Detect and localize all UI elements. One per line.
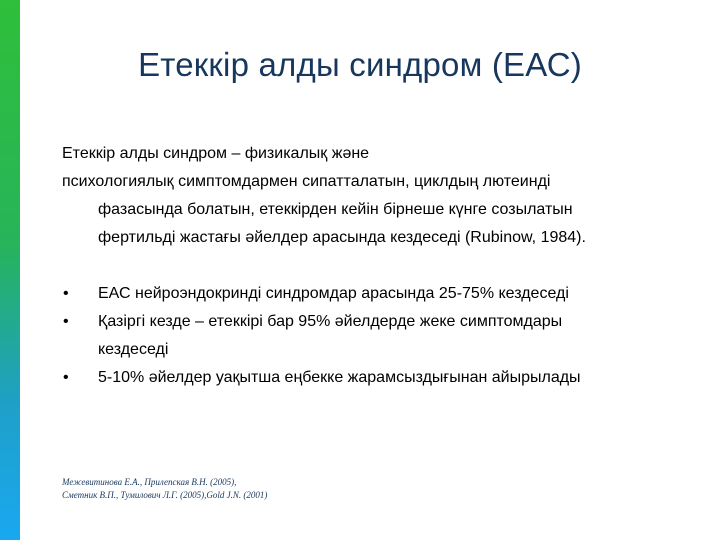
- bullet-3-line-1: 5-10% әйелдер уақытша еңбекке жарамсыздығынан айырылады: [98, 369, 581, 386]
- bullet-icon: •: [63, 313, 69, 330]
- bullet-1-line-1: ЕАС нейроэндокринді синдромдар арасында 25-75% кездеседі: [98, 285, 569, 302]
- intro-line-4: фертильді жастағы әйелдер арасында кездеседі (Rubinow, 1984).: [98, 229, 586, 246]
- intro-line-2: психологиялық симптомдармен сипатталатын, циклдың лютеинді: [62, 173, 551, 190]
- bullet-item-1: [62, 280, 702, 308]
- bullet-2-line-2: кездеседі: [98, 341, 169, 358]
- slide-title: Етеккір алды синдром (ЕАС): [138, 46, 582, 83]
- slide-body: [62, 140, 702, 392]
- bullet-icon: •: [63, 369, 69, 386]
- paragraph-gap: [62, 252, 702, 280]
- bullet-item-2: [62, 308, 702, 364]
- reference-line-2: Сметник В.П., Тумилович Л.Г. (2005),Gold J.N. (2001): [62, 490, 268, 500]
- reference-line-1: Межевитинова Е.А., Прилепская В.Н. (2005),: [62, 477, 237, 487]
- bullet-2-line-1: Қазіргі кезде – етеккірі бар 95% әйелдерде жеке симптомдары: [98, 313, 563, 330]
- intro-line-1: Етеккір алды синдром – физикалық және: [62, 145, 370, 162]
- bullet-icon: •: [63, 285, 69, 302]
- decorative-side-bar: [0, 0, 20, 540]
- references: [62, 476, 267, 502]
- intro-line-3: фазасында болатын, етеккірден кейін бірнеше күнге созылатын: [98, 201, 573, 218]
- bullet-item-3: [62, 364, 702, 392]
